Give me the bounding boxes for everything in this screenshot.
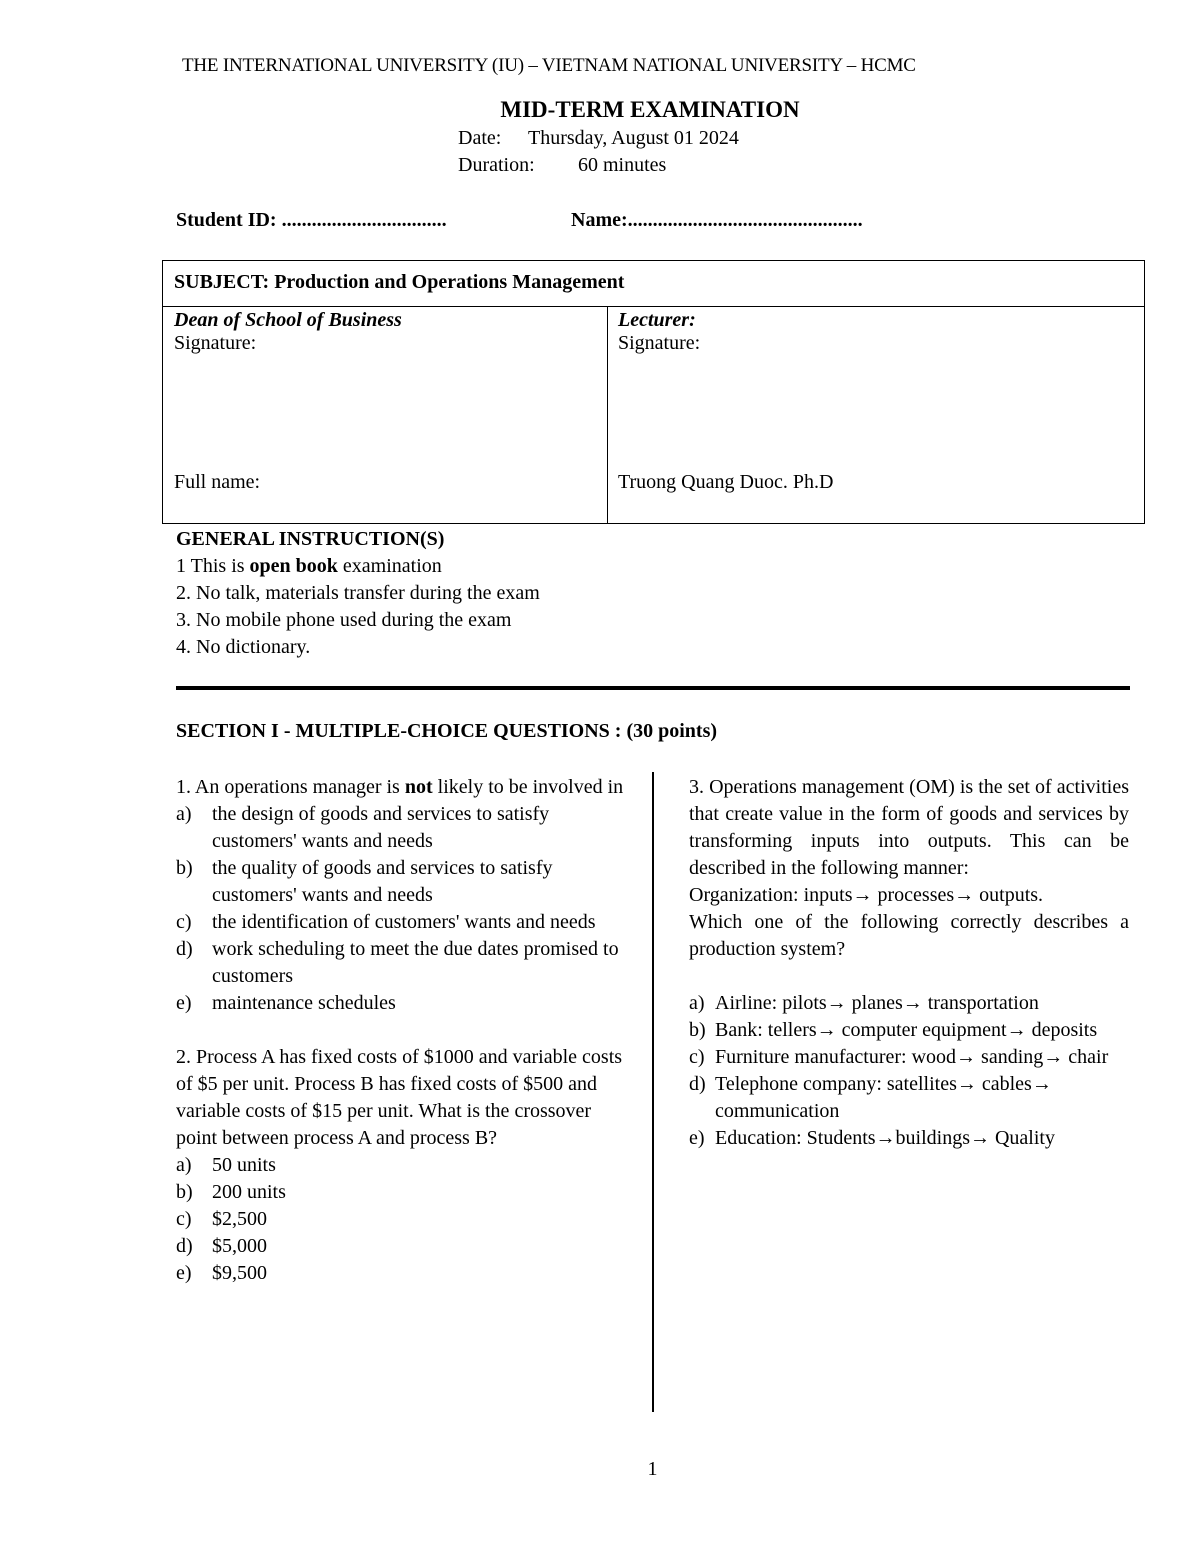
option-key: b) [176,1181,193,1203]
option-d [689,1071,1129,1125]
option-text: Airline: pilots→ planes→ transportation [715,992,1039,1014]
option-c [176,909,626,936]
option-a [689,990,1129,1017]
option-key: d) [176,938,193,960]
instruction-item: 3. No mobile phone used during the exam [176,609,512,631]
option-text: $5,000 [212,1235,267,1257]
question-1 [176,774,626,1017]
option-b [689,1017,1129,1044]
option-e [689,1125,1129,1152]
option-key: a) [176,803,192,825]
lecturer-fullname: Truong Quang Duoc. Ph.D [618,471,834,493]
general-instructions [176,526,540,661]
option-key: b) [689,1019,706,1041]
question-stem: 2. Process A has fixed costs of $1000 and variable costs of $5 per unit. Process B has fixed costs of $500 and variable costs of $15 per unit. What is the crossover point between process A and process B? [176,1046,623,1149]
option-text: the identification of customers' wants and needs [212,911,596,933]
questions-left-column [176,774,626,1287]
option-key: a) [176,1154,192,1176]
option-key: e) [689,1127,705,1149]
option-key: d) [176,1235,193,1257]
date-label: Date: [458,127,502,149]
column-divider [652,772,654,1412]
option-key: b) [176,857,193,879]
option-key: e) [176,1262,192,1284]
date-value: Thursday, August 01 2024 [528,127,739,149]
instruction-item: 4. No dictionary. [176,636,311,658]
exam-title: MID-TERM EXAMINATION [500,97,800,122]
question-2 [176,1044,626,1287]
instruction-text: 1 This is [176,555,250,577]
stem-text: 1. An operations manager is [176,776,405,798]
option-key: c) [689,1046,705,1068]
questions-right-column [689,774,1129,1152]
lecturer-title: Lecturer: [618,309,696,331]
subject-signature-table [162,260,1145,524]
duration-value: 60 minutes [578,154,667,176]
dean-title: Dean of School of Business [174,309,402,331]
option-key: a) [689,992,705,1014]
lecturer-cell [608,307,1144,523]
instruction-item: 2. No talk, materials transfer during the exam [176,582,540,604]
option-c [689,1044,1129,1071]
option-b [176,855,626,909]
option-a [176,1152,626,1179]
option-d [176,1233,626,1260]
dean-fullname-label: Full name: [174,471,261,493]
lecturer-signature-label: Signature: [618,332,701,354]
exam-date [458,127,739,150]
question-3 [689,774,1129,1152]
student-name-field: Name:............................................... [571,209,863,231]
university-header: THE INTERNATIONAL UNIVERSITY (IU) – VIETNAM NATIONAL UNIVERSITY – HCMC [182,55,916,76]
question-org-line: Organization: inputs→ processes→ outputs. [689,884,1044,906]
option-b [176,1179,626,1206]
option-text: Education: Students→buildings→ Quality [715,1127,1055,1149]
stem-bold: not [404,776,433,798]
option-text: maintenance schedules [212,992,396,1014]
option-text: Furniture manufacturer: wood→ sanding→ chair [715,1046,1109,1068]
option-a [176,801,626,855]
student-id-field: Student ID: ................................. [176,209,447,231]
option-key: c) [176,1208,192,1230]
option-text: $9,500 [212,1262,267,1284]
stem-text: likely to be involved in [432,776,624,798]
section-title: SECTION I - MULTIPLE-CHOICE QUESTIONS : (30 points) [176,720,718,742]
question-stem: 3. Operations management (OM) is the set of activities that create value in the form of goods and services by transforming inputs into outputs. This can be described in the following manner: [689,776,1129,879]
option-text: the quality of goods and services to satisfy customers' wants and needs [212,857,553,906]
option-key: c) [176,911,192,933]
option-c [176,1206,626,1233]
section-divider [176,686,1130,690]
instruction-text: examination [337,555,442,577]
page-number: 1 [647,1458,658,1480]
subject-title: SUBJECT: Production and Operations Management [163,261,1144,307]
option-d [176,936,626,990]
dean-cell [163,307,608,523]
option-text: 50 units [212,1154,276,1176]
dean-signature-label: Signature: [174,332,257,354]
instructions-heading: GENERAL INSTRUCTION(S) [176,528,445,550]
instruction-bold: open book [249,555,338,577]
question-stem [176,774,626,801]
option-text: the design of goods and services to satisfy customers' wants and needs [212,803,550,852]
option-text: Telephone company: satellites→ cables→ communication [715,1073,1052,1122]
option-e [176,1260,626,1287]
option-text: 200 units [212,1181,286,1203]
option-e [176,990,626,1017]
option-text: $2,500 [212,1208,267,1230]
duration-label: Duration: [458,154,535,176]
option-text: work scheduling to meet the due dates promised to customers [212,938,619,987]
exam-duration [458,154,666,177]
option-key: d) [689,1073,706,1095]
question-prompt: Which one of the following correctly describes a production system? [689,911,1129,960]
option-text: Bank: tellers→ computer equipment→ deposits [715,1019,1098,1041]
instruction-item [176,553,540,580]
option-key: e) [176,992,192,1014]
